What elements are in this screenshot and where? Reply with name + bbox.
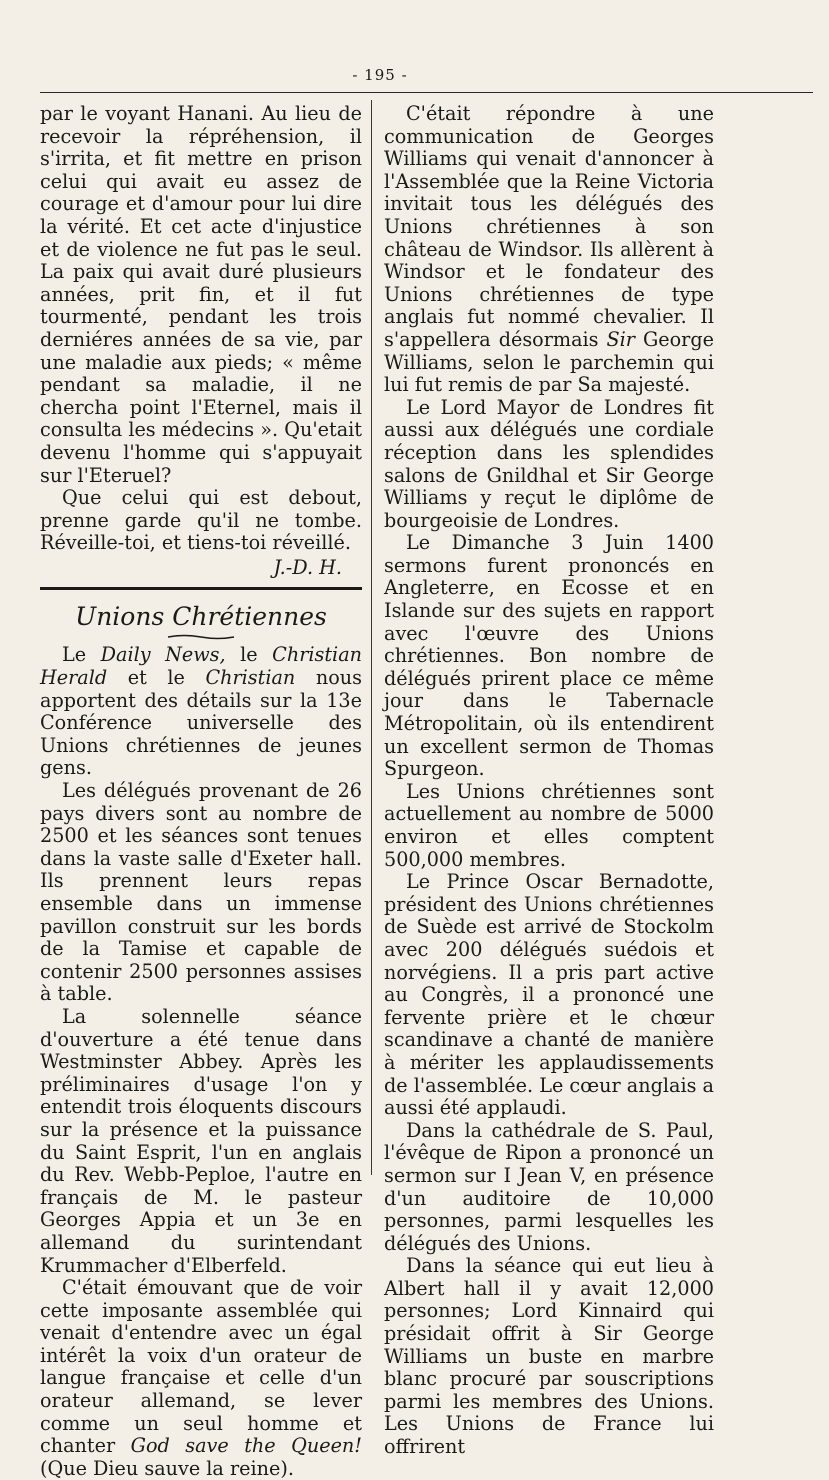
page-number: - 195 - bbox=[352, 66, 408, 84]
paragraph: Le Daily News, le Christian Herald et le Christian nous apportent des détails sur la 13e Conférence universelle des Unions chrétiennes de jeunes gens. bbox=[40, 643, 362, 780]
paragraph: Le Lord Mayor de Londres fit aussi aux délégués une cordiale réception dans les splendides salons de Gnildhal et Sir George Williams y reçut le diplôme de bourgeoisie de Londres. bbox=[384, 395, 714, 532]
header-rule bbox=[40, 92, 813, 93]
paragraph: Les Unions chrétiennes sont actuellement au nombre de 5000 environ et elles comptent 500,000 membres. bbox=[384, 779, 714, 871]
right-column bbox=[384, 103, 714, 1459]
paragraph: La solennelle séance d'ouverture a été tenue dans Westminster Abbey. Après les préliminaires d'usage l'on y entendit trois éloquents discours sur la présence et la puissance du Saint Esprit, l'un en anglais du Rev. Webb-Peploe, l'autre en français de M. le pasteur Georges Appia et un 3e en allemand du surintendant Krummacher d'Elberfeld. bbox=[40, 1004, 362, 1277]
author-signature: J.-D. H. bbox=[273, 555, 342, 579]
paragraph: C'était répondre à une communication de Georges Williams qui venait d'annoncer à l'Assemblée que la Reine Victoria invitait tous les délégués des Unions chrétiennes à son château de Windsor. Ils allèrent à Windsor et le fondateur des Unions chrétiennes de type anglais fut nommé chevalier. Il s'appellera désormais Sir George Williams, selon le parchemin qui lui fut remis de par Sa majesté. bbox=[384, 102, 714, 397]
section-rule bbox=[40, 587, 362, 590]
paragraph: Dans la séance qui eut lieu à Albert hall il y avait 12,000 personnes; Lord Kinnaird qui présidait offrit à Sir George Williams un buste en marbre blanc procuré par souscriptions parmi les membres des Unions. Les Unions de France lui offrirent bbox=[384, 1254, 714, 1459]
left-column bbox=[40, 103, 362, 1480]
paragraph: Les délégués provenant de 26 pays divers sont au nombre de 2500 et les séances sont tenues dans la vaste salle d'Exeter hall. Ils prennent leurs repas ensemble dans un immense pavillon construit sur les bords de la Tamise et capable de contenir 2500 personnes assises à table. bbox=[40, 779, 362, 1006]
paragraph: Dans la cathédrale de S. Paul, l'évêque de Ripon a prononcé un sermon sur I Jean V, en présence d'un auditoire de 10,000 personnes, parmi lesquelles les délégués des Unions. bbox=[384, 1118, 714, 1255]
column-divider bbox=[371, 100, 372, 1175]
section-title: Unions Chrétiennes bbox=[75, 602, 327, 632]
paragraph: par le voyant Hanani. Au lieu de recevoir la répréhension, il s'irrita, et fit mettre en prison celui qui avait eu assez de courage et d'amour pour lui dire la vérité. Et cet acte d'injustice et de violence ne fut pas le seul. La paix qui avait duré plusieurs années, prit fin, et il fut tourmenté, pendant les trois derniéres années de sa vie, par une maladie aux pieds; « même pendant sa maladie, il ne chercha point l'Eternel, mais il consulta les médecins ». Qu'etait devenu l'homme qui s'appuyait sur l'Eteruel? bbox=[40, 102, 362, 487]
paragraph: Que celui qui est debout, prenne garde qu'il ne tombe. Réveille-toi, et tiens-toi réveillé. bbox=[40, 486, 362, 555]
paragraph: Le Dimanche 3 Juin 1400 sermons furent prononcés en Angleterre, en Ecosse et en Islande sur des sujets en rapport avec l'œuvre des Unions chrétiennes. Bon nombre de délégués prirent place ce même jour dans le Tabernacle Métropolitain, où ils entendirent un excellent sermon de Thomas Spurgeon. bbox=[384, 531, 714, 781]
title-ornament-icon bbox=[166, 634, 236, 640]
paragraph: C'était émouvant que de voir cette imposante assemblée qui venait d'entendre avec un égal intérêt la voix d'un orateur de langue française et celle d'un orateur allemand, se lever comme un seul homme et chanter God save the Queen! (Que Dieu sauve la reine). bbox=[40, 1276, 362, 1480]
paragraph: Le Prince Oscar Bernadotte, président des Unions chrétiennes de Suède est arrivé de Stockolm avec 200 délégués suédois et norvégiens. Il a pris part active au Congrès, il a prononcé une fervente prière et le chœur scandinave a chanté de manière à mériter les applaudissements de l'assemblée. Le cœur anglais a aussi été applaudi. bbox=[384, 870, 714, 1120]
